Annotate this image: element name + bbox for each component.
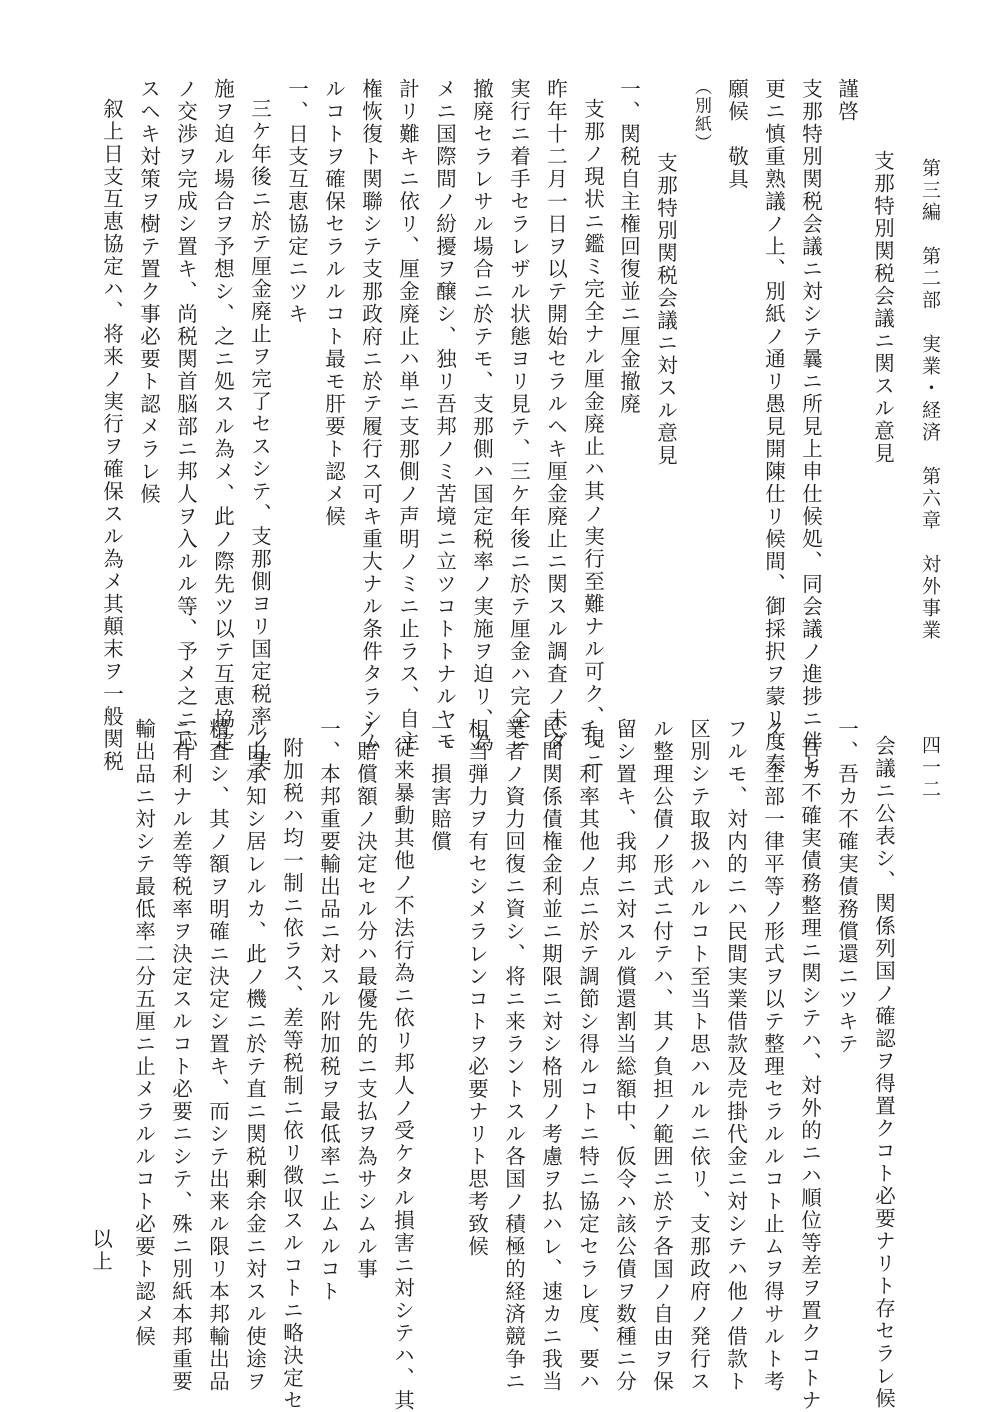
item1-line: 計リ難キニ依リ、厘金廃止ハ単ニ支那側ノ声明ノミニ止ラス、自主: [395, 78, 420, 753]
item3-heading: 一、吾カ不確実債務償還ニツキテ: [834, 718, 859, 1056]
item3-line: 民間関係債権金利並ニ期限ニ対シ格別ノ考慮ヲ払ハレ、速カニ我当: [538, 718, 563, 1393]
item2-heading: 一、日支互恵協定ニツキ: [284, 78, 309, 326]
item1-line: 撤廃セラレサル場合ニ於テモ、支那側ハ国定税率ノ実施ヲ迫リ、為: [469, 78, 494, 753]
attachment-label: （別紙）: [691, 78, 711, 152]
item1-line: 実行ニ着手セラレザル状態ヨリ見テ、三ケ年後ニ於テ厘金ハ完全ニ: [506, 78, 531, 753]
item3-line: 業者ノ資力回復ニ資シ、将ニ来ラントスル各国ノ積極的経済競争ニ: [501, 718, 526, 1393]
item1-heading: 一、関税自主権回復並ニ厘金撤廃: [616, 78, 641, 416]
item2-line: 施ヲ迫ル場合ヲ予想シ、之ニ処スル為メ、此ノ際先ツ以テ互恵協定: [210, 78, 235, 753]
item1-line: 権恢復ト関聯シテ支那政府ニ於テ履行ス可キ重大ナル条件タラシム: [358, 78, 383, 753]
item3-line: 相当弾力ヲ有セシメラレンコトヲ必要ナリト思考致候: [464, 718, 489, 1258]
document-title: 支那特別関税会議ニ関スル意見: [870, 150, 895, 465]
intro-line-2: 更ニ慎重熟議ノ上、別紙ノ通リ愚見開陳仕リ候間、御採択ヲ蒙リ度奉: [761, 78, 786, 776]
item4-line: 従来暴動其他ノ不法行為ニ依リ邦人ノ受ケタル損害ニ対シテハ、其: [390, 737, 415, 1412]
item3-line: ク、全部一律平等ノ形式ヲ以テ整理セラルルコト止ムヲ得サルト考: [760, 718, 785, 1393]
item2-line: スヘキ対策ヲ樹テ置ク事必要ト認メラレ候: [136, 78, 161, 506]
item3-line: 吾カ不確実債務整理ニ関シテハ、対外的ニハ順位等差ヲ置クコトナ: [797, 737, 822, 1412]
item1-line: 昨年十二月一日ヲ以テ開始セラルヘキ厘金廃止ニ関スル調査ノ未ダ: [543, 78, 568, 753]
item1-line: ルコトヲ確保セラルルコト最モ肝要ト認メ候: [321, 78, 346, 528]
item5-line: ニ有利ナル差等税率ヲ決定スルコト必要ニシテ、殊ニ別紙本邦重要: [168, 718, 193, 1393]
page-number: 四一二: [919, 735, 941, 801]
running-header: 第三編 第二部 実業・経済 第六章 対外事業: [919, 158, 941, 642]
continued-line: 会議ニ公表シ、関係列国ノ確認ヲ得置クコト必要ナリト存セラレ候: [871, 735, 896, 1410]
item5-line: 輸出品ニ対シテ最低率二分五厘ニ止メラルルコト必要ト認メ候: [131, 718, 156, 1348]
item3-line: チ、利率其他ノ点ニ於テ調節シ得ルコトニ特ニ協定セラレ度、要ハ: [575, 718, 600, 1393]
item5-line: ル由承知シ居レルカ、此ノ機ニ於テ直ニ関税剰余金ニ対スル使途ヲ: [242, 718, 267, 1393]
item2-line: ノ交渉ヲ完成シ置キ、尚税関首脳部ニ邦人ヲ入ルル等、予メ之ニ応: [173, 78, 198, 753]
item4-line: ノ賠償額ノ決定セル分ハ最優先的ニ支払ヲ為サシムル事: [353, 718, 378, 1281]
item5-line: 精査シ、其ノ額ヲ明確ニ決定シ置キ、而シテ出来ル限リ本邦輸出品: [205, 718, 230, 1393]
item3-line: 留シ置キ、我邦ニ対スル償還割当総額中、仮令ハ該公債ヲ数種ニ分: [612, 718, 637, 1393]
closing-mark: 以上: [88, 1228, 113, 1273]
salutation: 謹啓: [834, 78, 859, 123]
item5-line: 附加税ハ均一制ニ依ラス、差等税制ニ依リ徴収スルコトニ略決定セ: [279, 737, 304, 1412]
item2-line: 三ケ年後ニ於テ厘金廃止ヲ完了セスシテ、支那側ヨリ国定税率ノ実: [247, 98, 272, 773]
item5-heading: 一、本邦重要輸出品ニ対スル附加税ヲ最低率ニ止ムルコト: [316, 718, 341, 1303]
intro-line-3: 願候 敬具: [724, 78, 749, 191]
intro-line-1: 支那特別関税会議ニ対シテ曩ニ所見上申仕候処、同会議ノ進捗ニ伴ヒ: [798, 78, 823, 776]
section-title: 支那特別関税会議ニ対スル意見: [653, 152, 678, 467]
item2-line: 叙上日支互恵協定ハ、将来ノ実行ヲ確保スル為メ其顛末ヲ一般関税: [99, 98, 124, 773]
item4-heading: 一、損害賠償: [427, 718, 452, 853]
item3-line: 区別シテ取扱ハルルコト至当ト思ハルルニ依リ、支那政府ノ発行ス: [686, 718, 711, 1393]
item1-line: 支那ノ現状ニ鑑ミ完全ナル厘金廃止ハ其ノ実行至難ナル可ク、現ニ: [580, 98, 605, 773]
item3-line: フルモ、対内的ニハ民間実業借款及売掛代金ニ対シテハ他ノ借款ト: [723, 718, 748, 1393]
item3-line: ル整理公債ノ形式ニ付テハ、其ノ負担ノ範囲ニ於テ各国ノ自由ヲ保: [649, 718, 674, 1393]
item1-line: メニ国際間ノ紛擾ヲ醸シ、独リ吾邦ノミ苦境ニ立ツコトトナルヤモ: [432, 78, 457, 753]
